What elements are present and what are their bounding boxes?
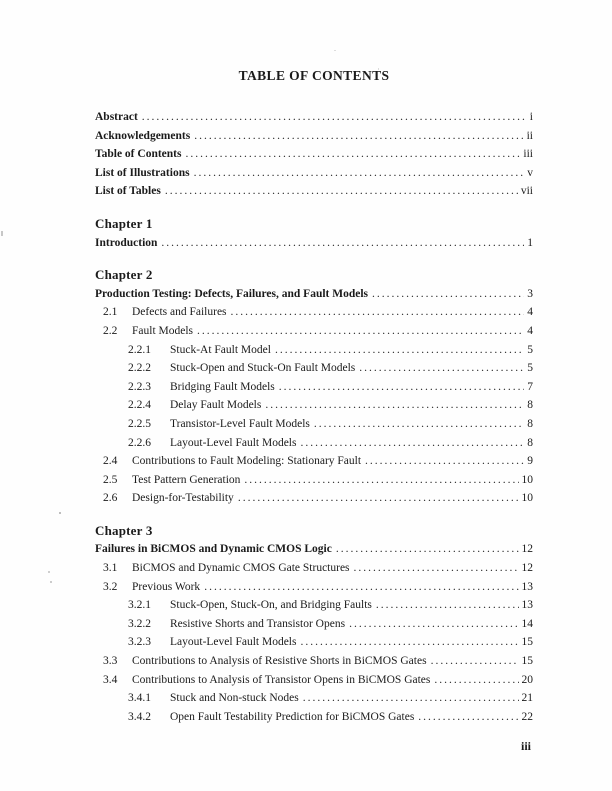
toc-entry-number: 3.2 [103, 580, 118, 593]
toc-entry-label: Contributions to Fault Modeling: Stationary Fault [132, 455, 362, 468]
dot-leader [336, 540, 519, 559]
toc-entry-number: 3.3 [103, 655, 118, 668]
toc-row [95, 396, 533, 415]
toc-entry-page: iii [523, 148, 533, 161]
dot-leader [314, 415, 524, 434]
page-title: TABLE OF CONTENTS [238, 68, 390, 83]
dot-leader [194, 127, 523, 146]
toc-entry-label: Open Fault Testability Prediction for BiCMOS Gates [170, 710, 415, 723]
toc-row [95, 540, 533, 559]
dot-leader [300, 434, 524, 453]
toc-entry-label: Acknowledgements [95, 129, 191, 142]
dot-leader [372, 285, 524, 304]
dot-leader [238, 489, 519, 508]
dot-leader [194, 164, 525, 183]
dot-leader [142, 108, 527, 127]
toc-row [95, 378, 533, 397]
toc-entry-number: 3.2.3 [128, 636, 151, 649]
toc-entry-page: 15 [521, 655, 533, 668]
toc-entry-page: 8 [527, 399, 533, 412]
toc-row [95, 489, 533, 508]
toc-entry-number: 2.2.3 [128, 380, 151, 393]
toc-entry-label: List of Illustrations [95, 166, 190, 179]
toc-entry-label: Design-for-Testability [132, 492, 234, 505]
toc-entry-page: 10 [521, 492, 533, 505]
toc-row [95, 127, 533, 146]
toc-row [95, 652, 533, 671]
toc-entry-number: 3.4 [103, 673, 118, 686]
toc-entry-label: Stuck-At Fault Model [170, 343, 271, 356]
toc-entry-number: 3.4.2 [128, 710, 151, 723]
toc-entry-label: BiCMOS and Dynamic CMOS Gate Structures [132, 562, 350, 575]
toc-entry-label: Stuck-Open and Stuck-On Fault Models [170, 362, 356, 375]
toc-row [95, 322, 533, 341]
toc-entry-page: 8 [527, 436, 533, 449]
toc-entry-number: 2.1 [103, 306, 118, 319]
toc-row [95, 108, 533, 127]
toc-row [95, 341, 533, 360]
chapter-entries [95, 234, 533, 253]
dot-leader [275, 341, 524, 360]
dot-leader [265, 396, 524, 415]
toc-entry-number: 2.6 [103, 492, 118, 505]
toc-entry-page: 10 [521, 473, 533, 486]
toc-entry-label: List of Tables [95, 185, 161, 198]
toc-row [95, 303, 533, 322]
toc-entry-page: 21 [521, 692, 533, 705]
toc-entry-label: Defects and Failures [132, 306, 227, 319]
toc-entry-page: ii [526, 129, 533, 142]
toc-entry-label: Layout-Level Fault Models [170, 636, 297, 649]
toc-entry-page: 5 [527, 362, 533, 375]
toc-entry-label: Production Testing: Defects, Failures, and Fault Models [95, 287, 369, 300]
toc-entry-page: 13 [521, 599, 533, 612]
toc-entry-number: 2.2 [103, 324, 118, 337]
toc-row [95, 671, 533, 690]
toc-entry-number: 2.2.4 [128, 399, 151, 412]
toc-entry-label: Stuck-Open, Stuck-On, and Bridging Faults [170, 599, 372, 612]
toc-row [95, 578, 533, 597]
toc-entry-number: 3.4.1 [128, 692, 151, 705]
dot-leader [244, 471, 518, 490]
toc-row [95, 415, 533, 434]
toc-entry-page: 13 [521, 580, 533, 593]
chapter-entries [95, 540, 533, 726]
toc-entry-page: 4 [527, 324, 533, 337]
toc-row [95, 182, 533, 201]
toc-entry-label: Previous Work [132, 580, 201, 593]
chapter-group [95, 522, 533, 727]
toc-entry-page: 8 [527, 417, 533, 430]
dot-leader [300, 633, 518, 652]
toc-entry-page: v [527, 166, 533, 179]
toc-entry-page: 3 [527, 287, 533, 300]
chapter-group [95, 215, 533, 252]
chapter-heading: Chapter 2 [95, 267, 153, 283]
page-number: iii [520, 739, 531, 753]
toc-entry-label: Failures in BiCMOS and Dynamic CMOS Logic [95, 543, 332, 556]
dot-leader [354, 559, 519, 578]
toc-entry-number: 2.5 [103, 473, 118, 486]
toc-row [95, 633, 533, 652]
scan-speck [48, 571, 50, 573]
dot-leader [204, 578, 518, 597]
dot-leader [365, 452, 524, 471]
chapter-group [95, 266, 533, 508]
toc-entry-page: 7 [527, 380, 533, 393]
dot-leader [349, 615, 518, 634]
toc-entry-number: 2.4 [103, 455, 118, 468]
toc-entry-label: Layout-Level Fault Models [170, 436, 297, 449]
toc-entry-number: 2.2.2 [128, 362, 151, 375]
dot-leader [303, 689, 519, 708]
toc-entry-label: Delay Fault Models [170, 399, 262, 412]
dot-leader [165, 182, 518, 201]
toc-entry-label: Contributions to Analysis of Transistor Opens in BiCMOS Gates [132, 673, 431, 686]
toc-entry-label: Resistive Shorts and Transistor Opens [170, 617, 346, 630]
toc-row [95, 559, 533, 578]
toc-row [95, 359, 533, 378]
toc-row [95, 164, 533, 183]
scan-speck [59, 512, 61, 514]
toc-entry-number: 3.2.1 [128, 599, 151, 612]
toc-entry-page: 22 [521, 710, 533, 723]
dot-leader [197, 322, 524, 341]
toc-row [95, 689, 533, 708]
toc-row [95, 234, 533, 253]
toc-entry-number: 2.2.5 [128, 417, 151, 430]
toc-entry-page: 4 [527, 306, 533, 319]
toc-entry-label: Test Pattern Generation [132, 473, 241, 486]
toc-entry-number: 2.2.1 [128, 343, 151, 356]
toc-row [95, 452, 533, 471]
chapter-entries [95, 285, 533, 508]
toc-entry-label: Transistor-Level Fault Models [170, 417, 310, 430]
toc-entry-page: vii [520, 185, 533, 198]
toc-row [95, 471, 533, 490]
toc-entry-label: Table of Contents [95, 148, 182, 161]
chapters [95, 215, 533, 726]
toc-entry-number: 3.1 [103, 562, 118, 575]
dot-leader [161, 234, 524, 253]
toc-entry-page: 12 [521, 562, 533, 575]
toc-entry-page: 1 [527, 236, 533, 249]
toc-entry-page: 9 [527, 455, 533, 468]
toc-entry-page: 20 [521, 673, 533, 686]
toc-entry-page: i [529, 111, 533, 123]
toc-entry-page: 15 [521, 636, 533, 649]
chapter-heading: Chapter 3 [95, 522, 153, 538]
toc-entry-label: Bridging Fault Models [170, 380, 275, 393]
toc-entry-label: Stuck and Non-stuck Nodes [170, 692, 299, 705]
front-matter [95, 108, 533, 201]
toc-entry-number: 2.2.6 [128, 436, 151, 449]
toc-content [95, 0, 533, 726]
toc-entry-label: Fault Models [132, 324, 194, 337]
dot-leader [279, 378, 524, 397]
chapter-heading: Chapter 1 [95, 215, 153, 231]
toc-entry-number: 3.2.2 [128, 617, 151, 630]
scan-speck [50, 581, 52, 583]
toc-entry-label: Contributions to Analysis of Resistive Shorts in BiCMOS Gates [132, 655, 427, 668]
dot-leader [418, 708, 518, 727]
dot-leader [359, 359, 524, 378]
dot-leader [376, 596, 519, 615]
dot-leader [231, 303, 525, 322]
toc-entry-page: 14 [521, 617, 533, 630]
toc-entry-label: Introduction [95, 236, 158, 249]
toc-entry-label: Abstract [95, 111, 138, 123]
toc-row [95, 708, 533, 727]
toc-row [95, 434, 533, 453]
toc-entry-page: 12 [521, 543, 533, 556]
toc-entry-page: 5 [527, 343, 533, 356]
dot-leader [434, 671, 518, 690]
scan-speck [1, 231, 3, 236]
toc-row [95, 596, 533, 615]
toc-row [95, 615, 533, 634]
dot-leader [431, 652, 519, 671]
dot-leader [185, 145, 520, 164]
toc-row [95, 145, 533, 164]
toc-row [95, 285, 533, 304]
